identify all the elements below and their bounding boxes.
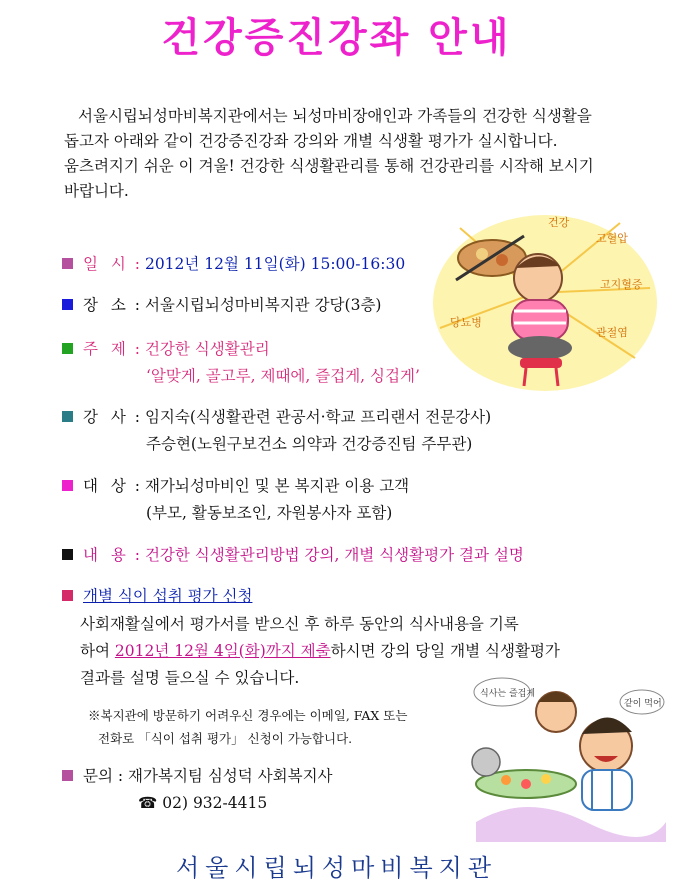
info-topic: 주 제 : 건강한 식생활관리 xyxy=(62,337,270,359)
content-label: 내 용 xyxy=(83,546,130,564)
speech-bubble-text: 식사는 즐겁게 xyxy=(480,689,536,699)
square-bullet-icon xyxy=(62,770,73,781)
square-bullet-icon xyxy=(62,590,73,601)
footer-organization: 서울시립뇌성마비복지관 xyxy=(175,854,498,882)
target-value-2: (부모, 활동보조인, 자원봉사자 포함) xyxy=(146,504,393,522)
intro-line: 서울시립뇌성마비복지관에서는 뇌성마비장애인과 가족들의 건강한 식생활을 xyxy=(78,107,592,125)
speech-bubble-text: 같이 먹어 xyxy=(624,699,662,709)
contact-row: 문의 : 재가복지팀 심성덕 사회복지사 xyxy=(62,764,333,786)
phone-icon: ☎ xyxy=(138,794,158,812)
info-lecturer: 강 사 : 임지숙(식생활관련 관공서·학교 프리랜서 전문강사) xyxy=(62,405,491,427)
apply-line: 결과를 설명 들으실 수 있습니다. xyxy=(80,669,300,687)
lecturer-label: 강 사 xyxy=(83,408,130,426)
illustration-word: 건강 xyxy=(548,216,570,229)
square-bullet-icon xyxy=(62,549,73,560)
info-place: 장 소 : 서울시립뇌성마비복지관 강당(3층) xyxy=(62,293,381,315)
apply-heading: 개별 식이 섭취 평가 신청 xyxy=(83,587,253,605)
intro-paragraph xyxy=(64,104,644,204)
apply-line: 사회재활실에서 평가서를 받으신 후 하루 동안의 식사내용을 기록 xyxy=(80,615,519,633)
kids-eating-illustration xyxy=(466,672,666,842)
contact-label: 문의 xyxy=(83,767,113,785)
page-title: 건강증진강좌 안내 xyxy=(161,15,512,61)
date-label: 일 시 xyxy=(83,255,130,273)
info-content: 내 용 : 건강한 식생활관리방법 강의, 개별 식생활평가 결과 설명 xyxy=(62,543,524,565)
illustration-word: 관절염 xyxy=(596,326,628,339)
apply-heading-row xyxy=(62,584,252,606)
topic-label: 주 제 xyxy=(83,340,130,358)
square-bullet-icon xyxy=(62,411,73,422)
place-label: 장 소 xyxy=(83,296,130,314)
square-bullet-icon xyxy=(62,258,73,269)
contact-value: 재가복지팀 심성덕 사회복지사 xyxy=(128,767,333,785)
intro-line: 움츠려지기 쉬운 이 겨울! 건강한 식생활관리를 통해 건강관리를 시작해 보시기 xyxy=(64,157,594,175)
target-label: 대 상 xyxy=(83,477,130,495)
note-line: ※복지관에 방문하기 어려우신 경우에는 이메일, FAX 또는 xyxy=(88,708,408,723)
apply-line: 하여 2012년 12월 4일(화)까지 제출하시면 강의 당일 개별 식생활평가 xyxy=(80,642,560,660)
date-value: 2012년 12월 11일(화) 15:00-16:30 xyxy=(144,255,406,273)
apply-note xyxy=(88,704,407,750)
target-value: 재가뇌성마비인 및 본 복지관 이용 고객 xyxy=(144,477,410,495)
square-bullet-icon xyxy=(62,343,73,354)
intro-line: 돕고자 아래와 같이 건강증진강좌 강의와 개별 식생활 평가가 실시합니다. xyxy=(64,132,558,150)
contact-phone xyxy=(138,794,267,812)
illustration-word: 고혈압 xyxy=(596,232,628,245)
topic-slogan: ‘알맞게, 골고루, 제때에, 즐겁게, 싱겁게’ xyxy=(146,367,420,385)
illustration-word: 고지혈증 xyxy=(600,278,643,291)
square-bullet-icon xyxy=(62,480,73,491)
content-value: 건강한 식생활관리방법 강의, 개별 식생활평가 결과 설명 xyxy=(144,546,524,564)
phone-number: 02) 932-4415 xyxy=(162,794,268,812)
square-bullet-icon xyxy=(62,299,73,310)
deadline-highlight: 2012년 12월 4일(화)까지 제출 xyxy=(114,642,331,660)
intro-line: 바랍니다. xyxy=(64,182,129,200)
place-value: 서울시립뇌성마비복지관 강당(3층) xyxy=(144,296,382,314)
info-target: 대 상 : 재가뇌성마비인 및 본 복지관 이용 고객 xyxy=(62,474,409,496)
illustration-word: 당뇨병 xyxy=(450,316,482,329)
note-line: 전화로 「식이 섭취 평가」 신청이 가능합니다. xyxy=(98,731,353,746)
lecturer-value-2: 주승현(노원구보건소 의약과 건강증진팀 주무관) xyxy=(146,435,473,453)
topic-value: 건강한 식생활관리 xyxy=(144,340,270,358)
lecturer-value: 임지숙(식생활관련 관공서·학교 프리랜서 전문강사) xyxy=(144,408,492,426)
overweight-child-illustration xyxy=(420,208,660,393)
info-date: 일 시 : 2012년 12월 11일(화) 15:00-16:30 xyxy=(62,252,405,274)
